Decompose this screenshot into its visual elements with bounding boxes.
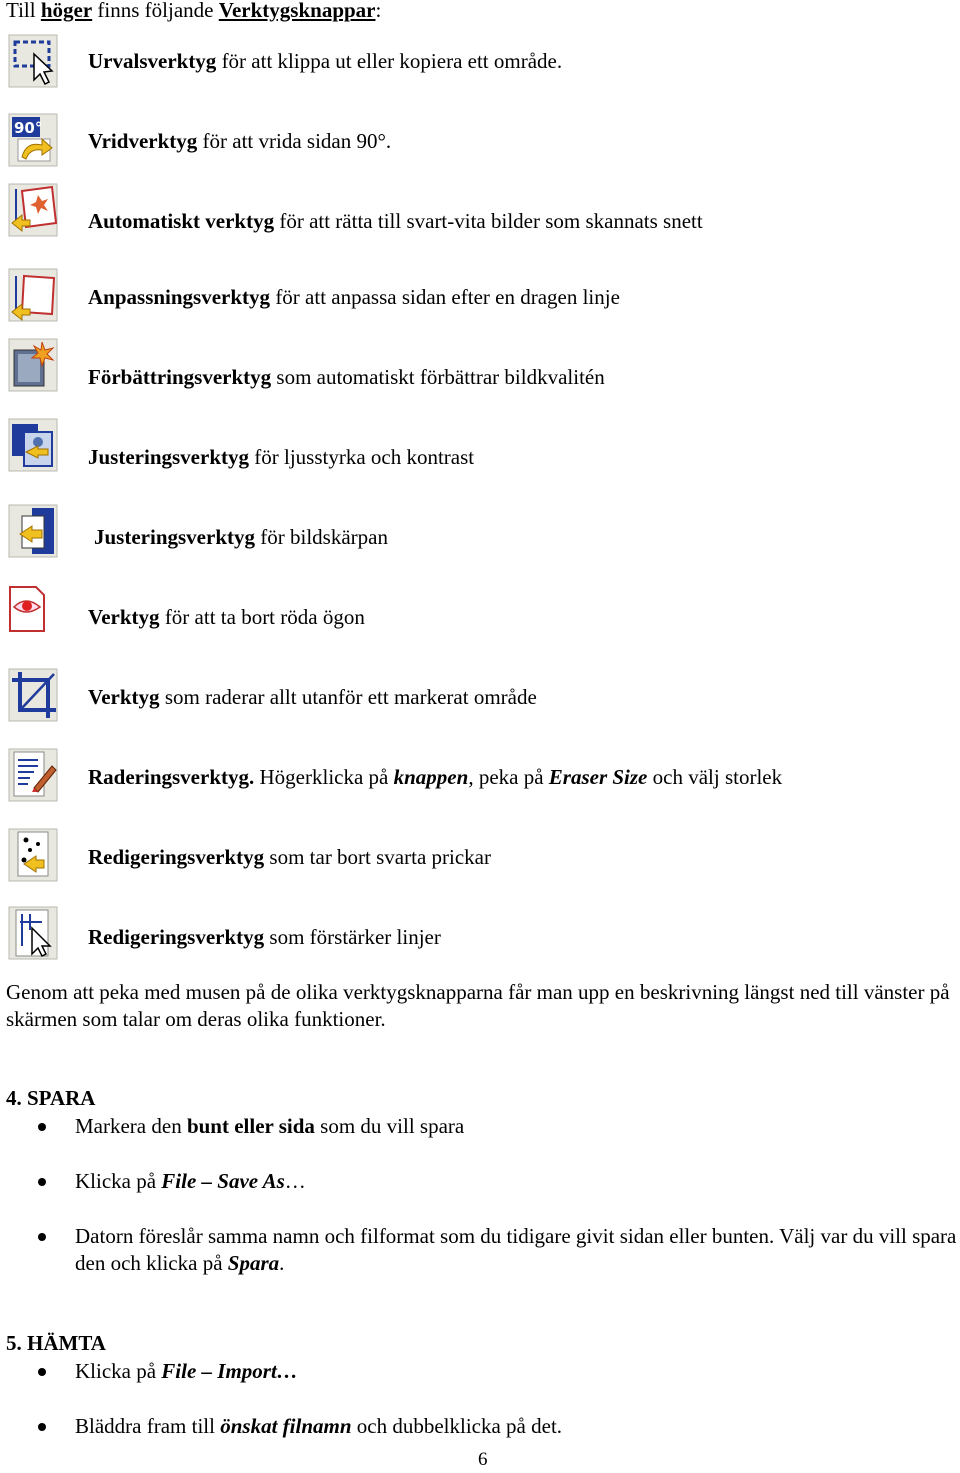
intro-colon: : — [375, 0, 382, 22]
despeckle-icon — [8, 828, 58, 882]
tool-desc-knappen: knappen — [393, 765, 469, 789]
tool-desc-eraser-size: Eraser Size — [548, 765, 648, 789]
intro-pre: Till — [6, 0, 41, 22]
bullet-dot — [38, 1123, 46, 1131]
section-5-heading: 5. HÄMTA — [6, 1331, 106, 1355]
crop-icon — [8, 668, 58, 722]
tool-name: Verktyg — [88, 605, 160, 629]
section-4-bullet-2 — [75, 1168, 306, 1194]
tool-name: Raderingsverktyg. — [88, 765, 255, 789]
bullet-text: som du vill spara — [314, 1114, 465, 1138]
tool-desc: för att ta bort röda ögon — [159, 605, 365, 629]
intro-mid: finns följande — [92, 0, 219, 22]
tool-name: Vridverktyg — [88, 129, 198, 153]
section-4-bullet-3 — [75, 1223, 960, 1277]
bullet-text: Klicka på — [75, 1359, 162, 1383]
tool-line-enhance — [88, 924, 441, 950]
bullet-bold: bunt eller sida — [186, 1114, 315, 1138]
bullet-text: Bläddra fram till — [75, 1414, 221, 1438]
bullet-text: Datorn föreslår samma namn och filformat som du tidigare givit sidan eller bunten. Välj var du vill spara den och klicka på — [75, 1224, 957, 1275]
bullet-text: Markera den — [75, 1114, 187, 1138]
tool-auto-deskew — [88, 208, 703, 234]
auto-deskew-icon — [8, 183, 58, 237]
tool-despeckle — [88, 844, 491, 870]
bullet-text: och dubbelklicka på det. — [351, 1414, 563, 1438]
tool-desc: , peka på — [468, 765, 549, 789]
tool-name: Förbättringsverktyg — [88, 365, 272, 389]
tool-name: Justeringsverktyg — [88, 445, 249, 469]
tool-enhance — [88, 364, 605, 390]
eraser-icon — [8, 748, 58, 802]
enhance-magic-icon — [8, 338, 58, 392]
tool-name: Anpassningsverktyg — [88, 285, 271, 309]
bullet-filename: önskat filnamn — [220, 1414, 352, 1438]
tool-desc: som tar bort svarta prickar — [264, 845, 491, 869]
section-4-bullet-1 — [75, 1113, 464, 1139]
bullet-dot — [38, 1423, 46, 1431]
tool-name: Redigeringsverktyg — [88, 845, 265, 869]
tool-brightness-contrast — [88, 444, 474, 470]
tool-crop — [88, 684, 537, 710]
section-5-bullet-2 — [75, 1413, 562, 1439]
tool-red-eye — [88, 604, 365, 630]
tool-rotate — [88, 128, 391, 154]
bullet-text: Klicka på — [75, 1169, 162, 1193]
bullet-menu-path: File – Import… — [161, 1359, 298, 1383]
tool-fit-page — [88, 284, 620, 310]
bullet-dot — [38, 1368, 46, 1376]
tool-desc: för bildskärpan — [255, 525, 388, 549]
tool-desc: för att anpassa sidan efter en dragen linje — [270, 285, 620, 309]
line-enhance-icon — [8, 906, 58, 960]
tool-desc: Högerklicka på — [254, 765, 394, 789]
bullet-text: . — [279, 1251, 285, 1275]
tool-desc: som automatiskt förbättrar bildkvalitén — [271, 365, 605, 389]
intro-verktygsknappar: Verktygsknappar — [218, 0, 376, 22]
tool-name: Justeringsverktyg — [94, 525, 255, 549]
rotate-90-icon — [8, 113, 58, 167]
tool-eraser — [88, 764, 782, 790]
bullet-text: … — [284, 1169, 306, 1193]
tool-name: Urvalsverktyg — [88, 49, 217, 73]
sharpness-icon — [8, 504, 58, 558]
intro-line — [6, 0, 381, 23]
bullet-menu-path: File – Save As — [161, 1169, 285, 1193]
bullet-dot — [38, 1178, 46, 1186]
section-4-heading: 4. SPARA — [6, 1086, 96, 1110]
svg-text:90°: 90° — [14, 119, 43, 137]
description-paragraph: Genom att peka med musen på de olika verktygsknapparna får man upp en beskrivning längst ned till vänster på skärmen som talar om deras olika funktioner. — [6, 980, 950, 1031]
bullet-dot — [38, 1233, 46, 1241]
tool-desc: för att rätta till svart-vita bilder som skannats snett — [274, 209, 703, 233]
tool-selection — [88, 48, 562, 74]
tool-desc: och välj storlek — [647, 765, 783, 789]
brightness-contrast-icon — [8, 418, 58, 472]
red-eye-icon — [8, 585, 46, 633]
tool-sharpness — [94, 524, 388, 550]
tool-desc: för ljusstyrka och kontrast — [249, 445, 475, 469]
selection-arrow-icon — [8, 34, 58, 88]
page-number: 6 — [478, 1449, 488, 1470]
tool-desc: för att vrida sidan 90°. — [197, 129, 392, 153]
tool-name: Verktyg — [88, 685, 160, 709]
tool-desc: för att klippa ut eller kopiera ett område. — [216, 49, 563, 73]
tool-desc: som förstärker linjer — [264, 925, 441, 949]
bullet-spara: Spara — [227, 1251, 280, 1275]
tool-name: Redigeringsverktyg — [88, 925, 265, 949]
section-5-bullet-1 — [75, 1358, 298, 1384]
tool-desc: som raderar allt utanför ett markerat område — [159, 685, 537, 709]
intro-hoger: höger — [40, 0, 93, 22]
tool-name: Automatiskt verktyg — [88, 209, 275, 233]
fit-page-line-icon — [8, 268, 58, 322]
